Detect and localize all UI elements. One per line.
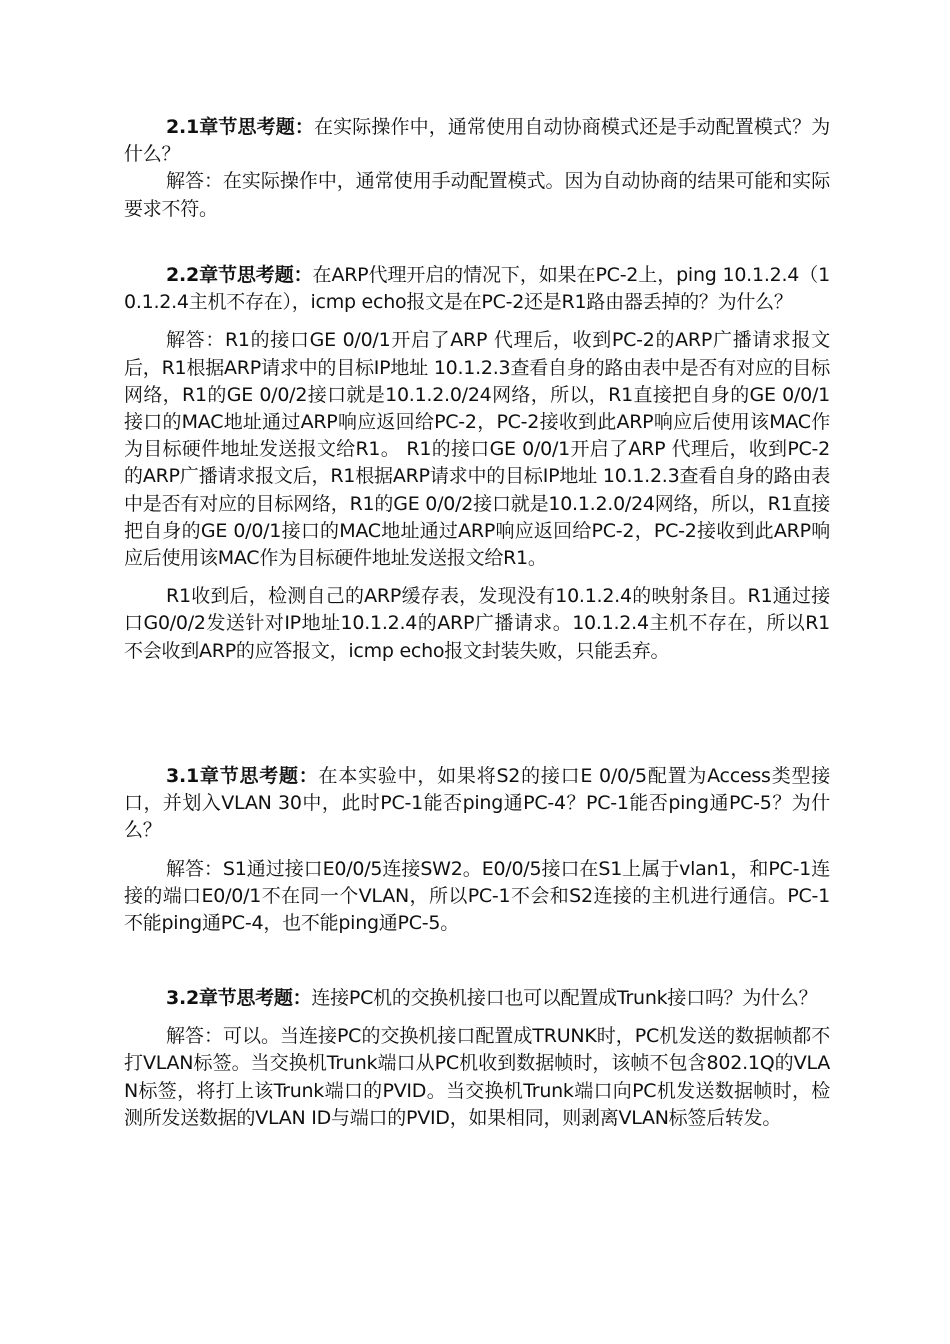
answer-paragraph: 解答：R1的接口GE 0/0/1开启了ARP 代理后，收到PC-2的ARP广播请求报文后，R1根据ARP请求中的目标IP地址 10.1.2.3查看自身的路由表中是否有对应的目标网络，R1的GE 0/0/2接口就是10.1.2.0/24网络，所以，R1直接把自身的GE 0/0/1接口的MAC地址通过ARP响应返回给PC-2，PC-2接收到此ARP响应后使用该MAC作为目标硬件地址发送报文给R1。 R1的接口GE 0/0/1开启了ARP 代理后，收到PC-2的ARP广播请求报文后，R1根据ARP请求中的目标IP地址 10.1.2.3查看自身的路由表中是否有对应的目标网络，R1的GE 0/0/2接口就是10.1.2.0/24网络，所以，R1直接把自身的GE 0/0/1接口的MAC地址通过ARP响应返回给PC-2，PC-2接收到此ARP响应后使用该MAC作为目标硬件地址发送报文给R1。 — [124, 329, 830, 570]
question-paragraph — [124, 262, 830, 316]
answer-paragraph: 解答：在实际操作中，通常使用手动配置模式。因为自动协商的结果可能和实际要求不符。 — [124, 170, 830, 220]
section-3-2 — [124, 985, 830, 1132]
question-text: 连接PC机的交换机接口也可以配置成Trunk接口吗？为什么？ — [311, 987, 818, 1009]
question-label: 3.2章节思考题： — [166, 987, 312, 1009]
answer-paragraph: R1收到后，检测自己的ARP缓存表，发现没有10.1.2.4的映射条目。R1通过接口G0/0/2发送针对IP地址10.1.2.4的ARP广播请求。10.1.2.4主机不存在，所以R1不会收到ARP的应答报文，icmp echo报文封装失败，只能丢弃。 — [124, 585, 830, 662]
question-text: 在实际操作中，通常使用自动协商模式还是手动配置模式？为什么？ — [124, 116, 830, 166]
question-label: 2.1章节思考题： — [166, 116, 315, 138]
question-paragraph — [124, 114, 830, 168]
section-2-2 — [124, 262, 830, 665]
section-2-1 — [124, 114, 830, 223]
question-paragraph — [124, 763, 830, 845]
question-paragraph — [124, 985, 830, 1012]
section-3-1 — [124, 763, 830, 937]
question-text: 在ARP代理开启的情况下，如果在PC-2上，ping 10.1.2.4（10.1.2.4主机不存在），icmp echo报文是在PC-2还是R1路由器丢掉的？为什么？ — [124, 264, 830, 314]
question-label: 2.2章节思考题： — [166, 264, 313, 286]
question-text: 在本实验中，如果将S2的接口E 0/0/5配置为Access类型接口，并划入VLAN 30中，此时PC-1能否ping通PC-4？PC-1能否ping通PC-5？为什么？ — [124, 765, 830, 842]
answer-paragraph: 解答：可以。当连接PC的交换机接口配置成TRUNK时，PC机发送的数据帧都不打VLAN标签。当交换机Trunk端口从PC机收到数据帧时，该帧不包含802.1Q的VLAN标签，将打上该Trunk端口的PVID。当交换机Trunk端口向PC机发送数据帧时，检测所发送数据的VLAN ID与端口的PVID，如果相同，则剥离VLAN标签后转发。 — [124, 1025, 830, 1129]
answer-paragraph: 解答：S1通过接口E0/0/5连接SW2。E0/0/5接口在S1上属于vlan1，和PC-1连接的端口E0/0/1不在同一个VLAN，所以PC-1不会和S2连接的主机进行通信。PC-1不能ping通PC-4，也不能ping通PC-5。 — [124, 857, 830, 935]
question-label: 3.1章节思考题： — [166, 765, 319, 787]
